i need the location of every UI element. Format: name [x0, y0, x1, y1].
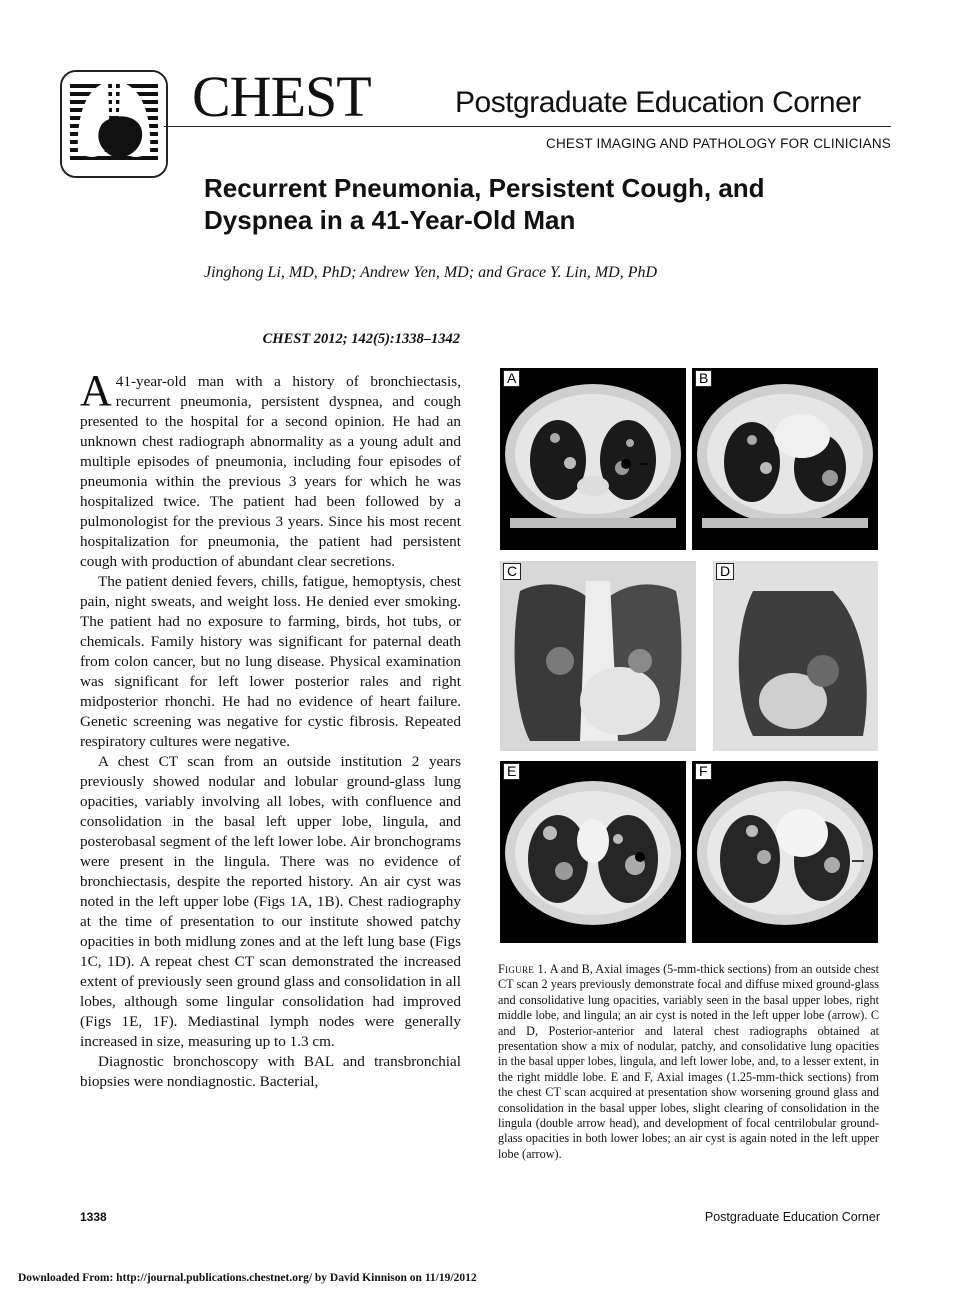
panel-label: F: [695, 763, 712, 780]
figure-panel-a: [500, 368, 686, 550]
body-paragraph: Diagnostic bronchoscopy with BAL and transbronchial biopsies were nondiagnostic. Bacterial,: [80, 1053, 461, 1090]
article-body: [80, 366, 461, 1092]
dropcap: A: [80, 366, 112, 415]
panel-label: B: [695, 370, 712, 387]
figure-panel-e: [500, 761, 686, 943]
paragraph-text: 41-year-old man with a history of bronchiectasis, recurrent pneumonia, persistent dyspnea, and cough presented to the hospital for a second opinion. He had an unknown chest radiograph abnormality as a young adult and multiple episodes of pneumonia, including four episodes of pneumonia within the previous 3 years for which he was hospitalized twice. The patient had been followed by a pulmonologist for the previous 3 years. Since his most recent hospitalization for pneumonia, the patient had persistent cough with production of abundant clear secretions.: [80, 373, 461, 570]
article-citation: CHEST 2012; 142(5):1338–1342: [262, 331, 460, 347]
figure-caption: [498, 962, 879, 1162]
chest-logo: [60, 70, 168, 178]
body-paragraph: [80, 366, 461, 572]
body-paragraph: A chest CT scan from an outside institution 2 years previously showed nodular and lobular ground-glass lung opacities, variably involving all lobes, with confluence and consolidation in the basal left upper lobe, lingula, and posterobasal segment of the left lower lobe. Air bronchograms were present in the lingula. There was no evidence of bronchiectasis, despite the reported history. An air cyst was noted in the left upper lobe (Figs 1A, 1B). Chest radiography at the time of presentation to our institute showed patchy opacities in both midlung zones and at the left lung base (Figs 1C, 1D). A repeat chest CT scan demonstrated the increased extent of previously seen ground glass and consolidation in all lobes, although some lingular consolidation had improved (Figs 1E, 1F). Mediastinal lymph nodes were generally increased in size, measuring up to 1.3 cm.: [80, 753, 461, 1050]
caption-text: A and B, Axial images (5-mm-thick sections) from an outside chest CT scan 2 years previously demonstrate focal and diffuse mixed ground-glass and consolidative lung opacities, variably seen in the basal upper lobes, right middle lobe, and lingula; an air cyst is noted in the left upper lobe (arrow). C and D, Posterior-anterior and lateral chest radiographs obtained at presentation show a mix of nodular, patchy, and consolidative lung opacities in the basal upper lobes, lingula, and left lower lobe, and, to a lesser extent, in the right middle lobe. E and F, Axial images (1.25-mm-thick sections) from the chest CT scan acquired at presentation show worsening ground glass and consolidation in the basal upper lobes, slight clearing of consolidation in the lingula (double arrow head), and development of focal centrilobular ground-glass opacities in both lower lobes; an air cyst is again noted in the left upper lobe (arrow).: [498, 962, 879, 1161]
body-paragraph: The patient denied fevers, chills, fatigue, hemoptysis, chest pain, night sweats, and weight loss. He denied ever smoking. The patient had no exposure to farming, birds, hot tubs, or chemicals. Family history was significant for paternal death from colon cancer, but no lung disease. Physical examination was significant for left lower posterior rales and right midposterior rhonchi. He had no evidence of heart failure. Genetic screening was negative for cystic fibrosis. Repeated respiratory cultures were negative.: [80, 573, 461, 750]
journal-masthead: CHEST: [192, 64, 371, 129]
footer-section: Postgraduate Education Corner: [704, 1210, 880, 1224]
chest-lungs-logo-icon: [62, 72, 166, 176]
section-subtitle: CHEST IMAGING AND PATHOLOGY FOR CLINICIANS: [546, 136, 891, 151]
header-divider: [164, 126, 891, 127]
article-authors: Jinghong Li, MD, PhD; Andrew Yen, MD; and Grace Y. Lin, MD, PhD: [204, 264, 658, 281]
panel-label: C: [503, 563, 521, 580]
download-note: Downloaded From: http://journal.publications.chestnet.org/ by David Kinnison on 11/19/2012: [18, 1272, 477, 1284]
panel-label: D: [716, 563, 734, 580]
figure-panel-f: [692, 761, 878, 943]
panel-label: A: [503, 370, 520, 387]
article-title: Recurrent Pneumonia, Persistent Cough, and Dyspnea in a 41-Year-Old Man: [204, 173, 765, 235]
figure-panel-d: [713, 561, 878, 751]
caption-label: Figure 1.: [498, 962, 548, 976]
figure-panel-c: [500, 561, 696, 751]
figure-panel-b: [692, 368, 878, 550]
panel-label: E: [503, 763, 520, 780]
section-title: Postgraduate Education Corner: [455, 86, 861, 119]
page-number: 1338: [80, 1210, 107, 1224]
